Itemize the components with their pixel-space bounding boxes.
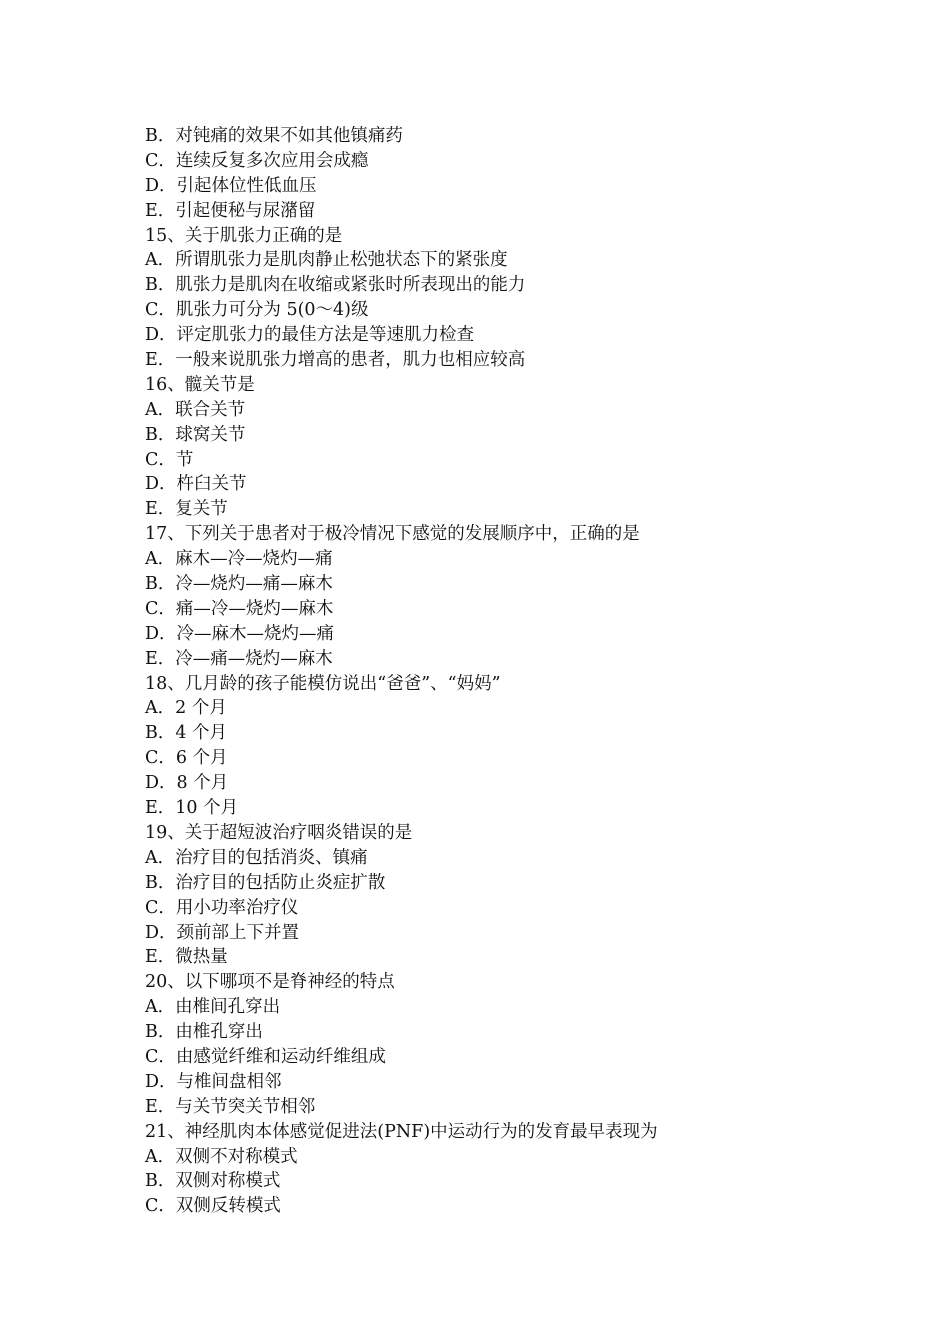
text-line: D．8 个月 [145, 773, 229, 794]
text-line: C．连续反复多次应用会成瘾 [145, 150, 369, 171]
text-line: D．颈前部上下并置 [145, 922, 300, 943]
text-line: B．对钝痛的效果不如其他镇痛药 [145, 126, 403, 146]
text-line: B．4 个月 [145, 723, 228, 744]
text-line: C．6 个月 [145, 748, 228, 769]
text-line: E．一般来说肌张力增高的患者，肌力也相应较高 [145, 350, 526, 371]
question-text-block [145, 124, 865, 1219]
text-line: A．由椎间孔穿出 [145, 997, 281, 1018]
question-stem: 17、下列关于患者对于极冷情况下感觉的发展顺序中，正确的是 [145, 524, 640, 545]
question-stem: 18、几月龄的孩子能模仿说出“爸爸”、“妈妈” [145, 673, 501, 694]
text-line: B．冷—烧灼—痛—麻木 [145, 574, 333, 595]
text-line: C．用小功率治疗仪 [145, 897, 299, 918]
text-line: E．冷—痛—烧灼—麻木 [145, 648, 333, 669]
text-line: B．肌张力是肌肉在收缩或紧张时所表现出的能力 [145, 275, 526, 296]
text-line: D．评定肌张力的最佳方法是等速肌力检查 [145, 325, 475, 346]
text-line: D．杵臼关节 [145, 474, 247, 495]
question-stem: 16、髋关节是 [145, 374, 255, 395]
text-line: B．治疗目的包括防止炎症扩散 [145, 872, 386, 893]
question-stem: 19、关于超短波治疗咽炎错误的是 [145, 822, 413, 843]
text-line: A．双侧不对称模式 [145, 1146, 298, 1167]
text-line: C．节 [145, 449, 194, 470]
question-stem: 20、以下哪项不是脊神经的特点 [145, 972, 395, 993]
text-line: A．治疗目的包括消炎、镇痛 [145, 847, 368, 868]
text-line: B．球窝关节 [145, 424, 246, 445]
text-line: E．10 个月 [145, 798, 239, 819]
text-line: E．与关节突关节相邻 [145, 1096, 316, 1117]
text-line: E．复关节 [145, 499, 228, 520]
text-line: D．冷—麻木—烧灼—痛 [145, 623, 335, 644]
text-line: B．双侧对称模式 [145, 1171, 281, 1192]
text-line: D．引起体位性低血压 [145, 175, 317, 196]
text-line: A．联合关节 [145, 399, 246, 420]
text-line: A．麻木—冷—烧灼—痛 [145, 549, 333, 570]
text-line: A．2 个月 [145, 698, 227, 719]
text-line: C．由感觉纤维和运动纤维组成 [145, 1046, 386, 1067]
text-line: C．痛—冷—烧灼—麻木 [145, 598, 334, 619]
question-stem: 15、关于肌张力正确的是 [145, 225, 343, 246]
text-line: B．由椎孔穿出 [145, 1022, 263, 1043]
text-line: E．引起便秘与尿潴留 [145, 200, 316, 221]
question-stem: 21、神经肌肉本体感觉促进法(PNF)中运动行为的发育最早表现为 [145, 1121, 658, 1142]
text-line: D．与椎间盘相邻 [145, 1071, 282, 1092]
text-line: E．微热量 [145, 947, 228, 968]
text-line: A．所谓肌张力是肌肉静止松弛状态下的紧张度 [145, 250, 508, 271]
text-line: C．肌张力可分为 5(0～4)级 [145, 300, 369, 321]
text-line: C．双侧反转模式 [145, 1196, 281, 1217]
